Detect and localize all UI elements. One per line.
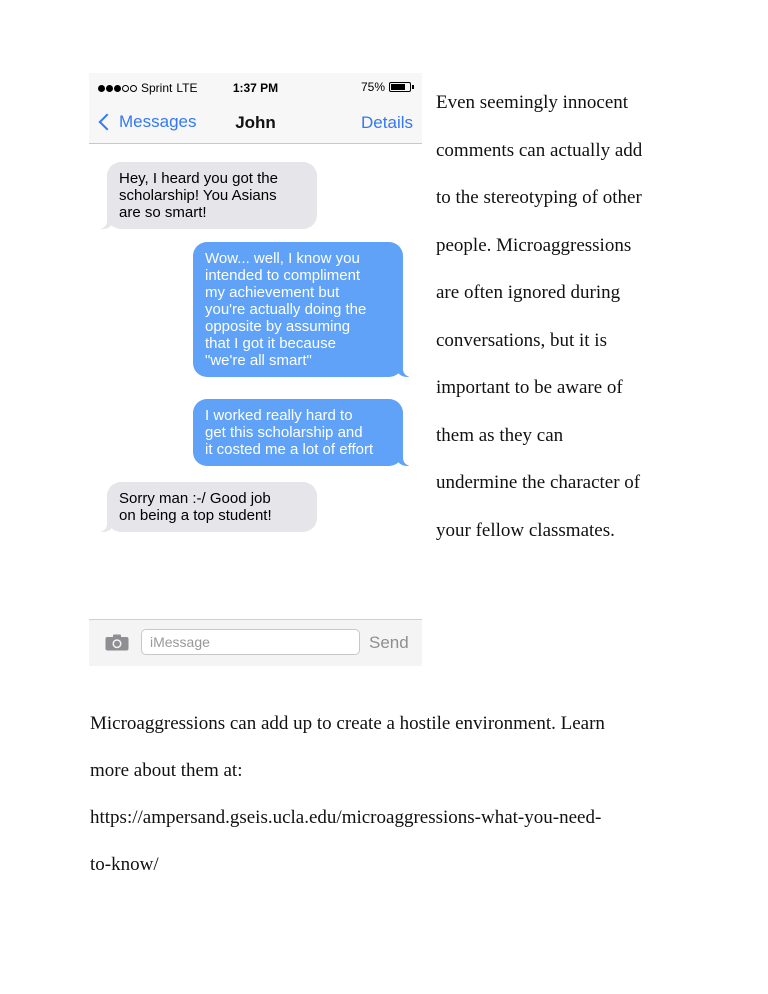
network-label: LTE bbox=[176, 81, 198, 95]
battery-icon bbox=[389, 82, 411, 92]
message-line: Wow... well, I know you bbox=[205, 250, 360, 267]
send-button[interactable]: Send bbox=[369, 633, 409, 652]
bottom-paragraph bbox=[90, 700, 710, 888]
message-line: Sorry man :-/ Good job bbox=[119, 490, 271, 507]
contact-name: John bbox=[235, 113, 276, 132]
url-line: https://ampersand.gseis.ucla.edu/microaggressions-what-you-need- bbox=[90, 807, 602, 828]
paragraph-line: are often ignored during bbox=[436, 282, 621, 303]
message-line: scholarship! You Asians bbox=[119, 187, 277, 204]
url-line: to-know/ bbox=[90, 854, 159, 875]
message-line: my achievement but bbox=[205, 284, 340, 301]
back-button-label: Messages bbox=[119, 112, 197, 131]
paragraph-line: your fellow classmates. bbox=[436, 519, 615, 541]
phone-screenshot bbox=[89, 73, 422, 665]
paragraph-line: people. Microaggressions bbox=[436, 234, 632, 256]
battery-percent: 75% bbox=[360, 80, 385, 94]
message-line: on being a top student! bbox=[119, 507, 272, 524]
message-line: it costed me a lot of effort bbox=[205, 441, 374, 458]
paragraph-line: Microaggressions can add up to create a hostile environment. Learn bbox=[90, 713, 605, 734]
paragraph-line: important to be aware of bbox=[436, 377, 623, 398]
status-right bbox=[361, 80, 414, 94]
message-line: that I got it because bbox=[205, 335, 336, 352]
side-paragraph bbox=[436, 79, 756, 554]
paragraph-line: more about them at: bbox=[90, 760, 243, 781]
imessage-input[interactable]: iMessage bbox=[141, 629, 360, 655]
paragraph-line: to the stereotyping of other bbox=[436, 187, 642, 208]
paragraph-line: them as they can bbox=[436, 424, 564, 446]
paragraph-line: Even seemingly innocent bbox=[436, 92, 629, 113]
message-line: opposite by assuming bbox=[205, 318, 351, 335]
details-button[interactable]: Details bbox=[361, 113, 413, 132]
message-bubble-outgoing bbox=[193, 399, 403, 466]
message-thread bbox=[89, 144, 422, 620]
message-bubble-incoming bbox=[107, 482, 317, 532]
paragraph-line: conversations, but it is bbox=[436, 329, 607, 351]
status-time: 1:37 PM bbox=[232, 81, 279, 95]
message-bubble-outgoing bbox=[193, 242, 403, 377]
message-line: "we're all smart" bbox=[205, 352, 312, 369]
message-input-bar bbox=[89, 619, 422, 666]
paragraph-line: undermine the character of bbox=[436, 472, 641, 493]
message-line: you're actually doing the bbox=[205, 301, 367, 318]
carrier-label: Sprint bbox=[141, 81, 173, 95]
message-line: get this scholarship and bbox=[205, 424, 363, 441]
message-bubble-incoming bbox=[107, 162, 317, 229]
paragraph-line: comments can actually add bbox=[436, 139, 643, 161]
message-line: are so smart! bbox=[119, 204, 207, 221]
message-line: I worked really hard to bbox=[205, 407, 353, 424]
battery-tip bbox=[412, 85, 414, 89]
camera-icon[interactable] bbox=[105, 634, 129, 651]
status-bar bbox=[89, 73, 422, 103]
message-line: intended to compliment bbox=[205, 267, 361, 284]
message-line: Hey, I heard you got the bbox=[119, 170, 278, 187]
conversation-header bbox=[89, 103, 422, 144]
